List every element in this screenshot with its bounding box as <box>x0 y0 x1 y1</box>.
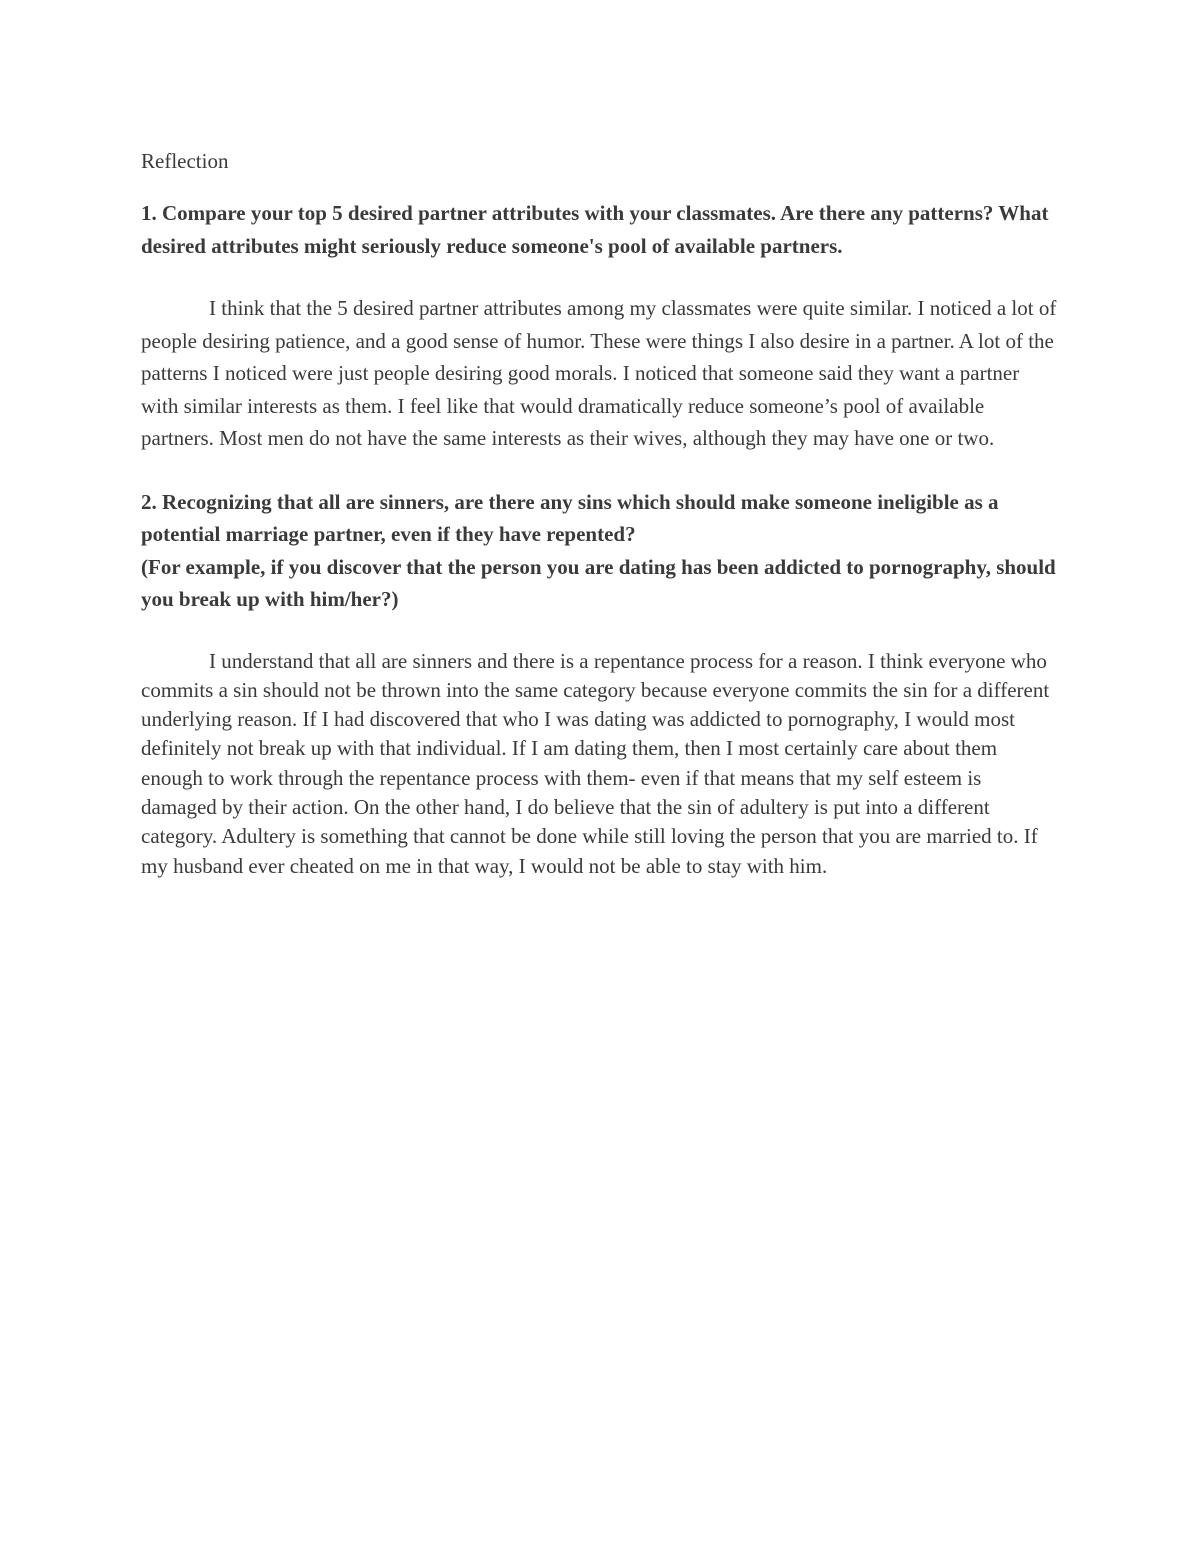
answer-2: I understand that all are sinners and there is a repentance process for a reason. I think everyone who commits a sin should not be thrown into the same category because everyone commits the sin for a different underlying reason. If I had discovered that who I was dating was addicted to pornography, I would most definitely not break up with that individual. If I am dating them, then I most certainly care about them enough to work through the repentance process with them- even if that means that my self esteem is damaged by their action. On the other hand, I do believe that the sin of adultery is put into a different category. Adultery is something that cannot be done while still loving the person that you are married to. If my husband ever cheated on me in that way, I would not be able to stay with him. <box>141 648 1050 878</box>
question-2: 2. Recognizing that all are sinners, are there any sins which should make someone ineligible as a potential marriage partner, even if they have repented? <box>141 489 999 546</box>
document-title: Reflection <box>141 149 229 173</box>
document-body <box>141 146 1061 881</box>
question-2-example: (For example, if you discover that the person you are dating has been addicted to pornography, should you break up with him/her?) <box>141 554 1056 611</box>
question-1: 1. Compare your top 5 desired partner attributes with your classmates. Are there any patterns? What desired attributes might seriously reduce someone's pool of available partners. <box>141 201 1049 258</box>
answer-1: I think that the 5 desired partner attributes among my classmates were quite similar. I noticed a lot of people desiring patience, and a good sense of humor. These were things I also desire in a partner. A lot of the patterns I noticed were just people desiring good morals. I noticed that someone said they want a partner with similar interests as them. I feel like that would dramatically reduce someone’s pool of available partners. Most men do not have the same interests as their wives, although they may have one or two. <box>141 296 1057 450</box>
